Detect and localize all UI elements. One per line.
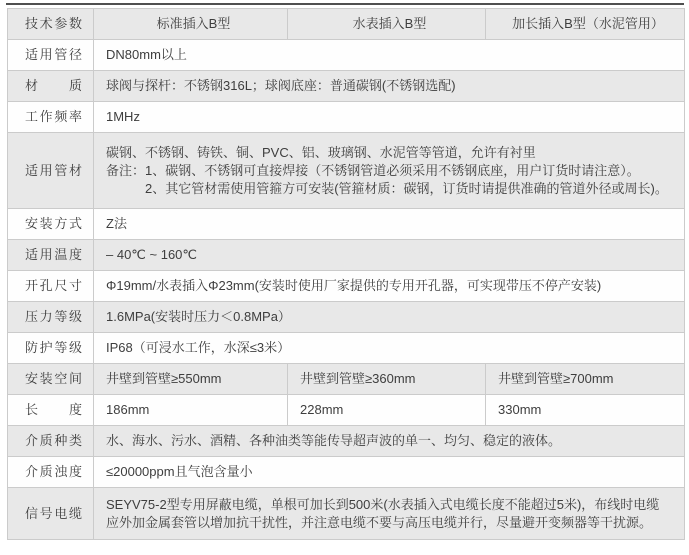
row-install-space (8, 364, 685, 395)
param-label: 适用管材 (25, 162, 82, 178)
param-value-water-meter: 井壁到管壁≥360mm (288, 364, 486, 395)
pipe-types-line3: 2、其它管材需使用管箍方可安装(管箍材质：碳钢，订货时请提供准确的管道外径或周长)。 (145, 180, 668, 196)
param-value: Φ19mm/水表插入Φ23mm(安装时使用厂家提供的专用开孔器，可实现带压不停产安装) (94, 271, 685, 302)
param-label: 开孔尺寸 (25, 278, 82, 293)
row-frequency (8, 102, 685, 133)
param-value: IP68（可浸水工作，水深≤3米） (94, 333, 685, 364)
param-label: 防护等级 (25, 340, 82, 355)
param-value-extended: 井壁到管壁≥700mm (486, 364, 685, 395)
row-applicable-diameter (8, 40, 685, 71)
param-value: 水、海水、污水、酒精、各种油类等能传导超声波的单一、均匀、稳定的液体。 (94, 426, 685, 457)
param-value-water-meter: 228mm (288, 395, 486, 426)
row-media-type (8, 426, 685, 457)
row-protection (8, 333, 685, 364)
param-label: 工作频率 (25, 109, 82, 124)
param-value: 1.6MPa(安装时压力＜0.8MPa） (94, 302, 685, 333)
pipe-types-line1: 碳钢、不锈钢、铸铁、铜、PVC、铝、玻璃钢、水泥管等管道，允许有衬里 (106, 144, 536, 160)
param-value-standard: 186mm (94, 395, 288, 426)
spec-table (7, 8, 685, 540)
row-length (8, 395, 685, 426)
pipe-types-line2: 备注：1、碳钢、不锈钢可直接焊接（不锈钢管道必须采用不锈钢底座，用户订货时请注意）。 (106, 162, 640, 178)
param-value (94, 133, 685, 209)
param-value: 球阀与探杆：不锈钢316L；球阀底座：普通碳钢(不锈钢选配) (94, 71, 685, 102)
param-label: 介质浊度 (25, 464, 82, 479)
param-label: 安装方式 (25, 216, 82, 231)
top-rule (6, 3, 684, 5)
param-label: 压力等级 (25, 309, 82, 324)
param-label: 介质种类 (25, 433, 82, 448)
header-col-standard: 标准插入B型 (94, 9, 288, 40)
header-param-cell (8, 9, 94, 40)
param-value-standard: 井壁到管壁≥550mm (94, 364, 288, 395)
param-label: 长 度 (25, 402, 82, 417)
header-col-extended: 加长插入B型（水泥管用） (486, 9, 685, 40)
param-value: DN80mm以上 (94, 40, 685, 71)
row-material (8, 71, 685, 102)
signal-cable-line2: 应外加金属套管以增加抗干扰性，并注意电缆不要与高压电缆并行，尽量避开变频器等干扰源。 (106, 514, 653, 530)
param-value: ≤20000ppm且气泡含量小 (94, 457, 685, 488)
param-value: – 40℃ ~ 160℃ (94, 240, 685, 271)
header-col-water-meter: 水表插入B型 (288, 9, 486, 40)
param-label: 安装空间 (25, 371, 82, 386)
param-value-extended: 330mm (486, 395, 685, 426)
param-label: 适用管径 (25, 47, 82, 62)
row-install-method (8, 209, 685, 240)
signal-cable-line1: SEYV75-2型专用屏蔽电缆，单根可加长到500米(水表插入式电缆长度不能超过5米)，布线时电缆 (106, 496, 660, 512)
row-turbidity (8, 457, 685, 488)
param-label: 材 质 (25, 78, 82, 93)
header-param-label: 技术参数 (25, 16, 82, 31)
param-label: 适用温度 (25, 247, 82, 262)
row-pipe-types (8, 133, 685, 209)
param-label: 信号电缆 (25, 505, 82, 521)
row-pressure (8, 302, 685, 333)
row-hole-size (8, 271, 685, 302)
param-value: 1MHz (94, 102, 685, 133)
param-value (94, 488, 685, 540)
row-temperature (8, 240, 685, 271)
param-value: Z法 (94, 209, 685, 240)
row-signal-cable (8, 488, 685, 540)
header-row (8, 9, 685, 40)
